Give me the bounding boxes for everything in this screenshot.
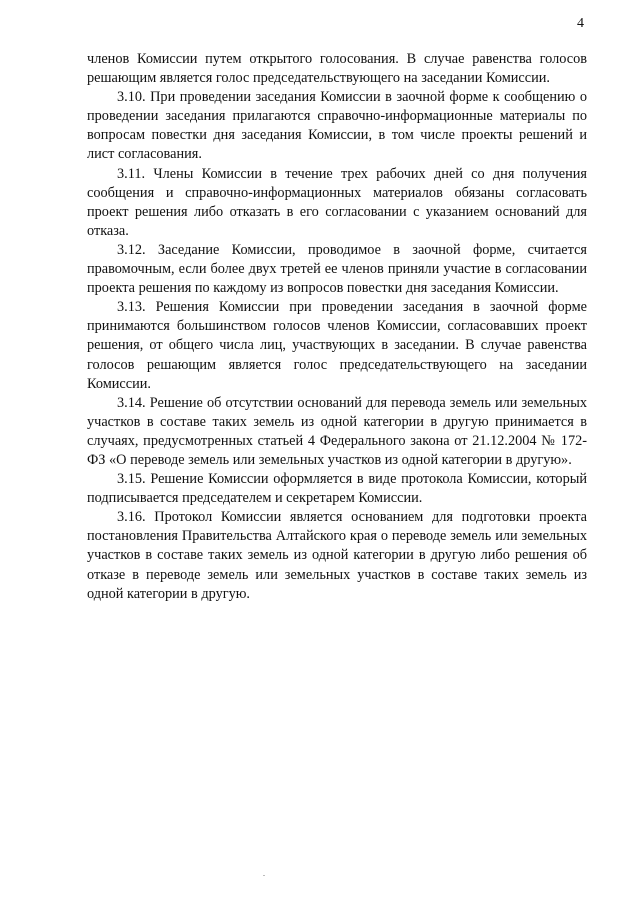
paragraph-3-10: 3.10. При проведении заседания Комиссии в заочной форме к сообщению о проведении заседания прилагаются справочно-информационные материалы по вопросам повестки дня заседания Комиссии, в том числе проекты решений и лист согласования.	[87, 89, 587, 163]
paragraph-3-14: 3.14. Решение об отсутствии оснований для перевода земель или земельных участков в составе таких земель из одной категории в другую принимается в случаях, предусмотренных статьей 4 Федерального закона от 21.12.2004 № 172-ФЗ «О переводе земель или земельных участков из одной категории в другую».	[87, 394, 587, 468]
paragraph-3-12: 3.12. Заседание Комиссии, проводимое в заочной форме, считается правомочным, если более двух третей ее членов приняли участие в согласовании проекта решения по каждому из вопросов повестки дня заседания Комиссии.	[87, 241, 587, 297]
paragraph-continuation: членов Комиссии путем открытого голосования. В случае равенства голосов решающим является голос председательствующего на заседании Комиссии.	[87, 51, 587, 87]
page-number: 4	[577, 16, 584, 31]
paragraph-3-13: 3.13. Решения Комиссии при проведении заседания в заочной форме принимаются большинством голосов членов Комиссии, согласовавших проект решения, от общего числа лиц, участвующих в заседании. В случае равенства голосов решающим является голос председательствующего на заседании Комиссии.	[87, 299, 587, 392]
scan-speck	[263, 875, 265, 876]
document-body	[87, 50, 587, 604]
paragraph-3-11: 3.11. Члены Комиссии в течение трех рабочих дней со дня получения сообщения и справочно-информационных материалов обязаны согласовать проект решения либо отказать в его согласовании с указанием оснований для отказа.	[87, 165, 587, 239]
paragraph-3-15: 3.15. Решение Комиссии оформляется в виде протокола Комиссии, который подписывается председателем и секретарем Комиссии.	[87, 471, 587, 507]
paragraph-3-16: 3.16. Протокол Комиссии является основанием для подготовки проекта постановления Правительства Алтайского края о переводе земель или земельных участков в составе таких земель из одной категории в другую либо решения об отказе в переводе земель или земельных участков в составе таких земель из одной категории в другую.	[87, 509, 587, 602]
